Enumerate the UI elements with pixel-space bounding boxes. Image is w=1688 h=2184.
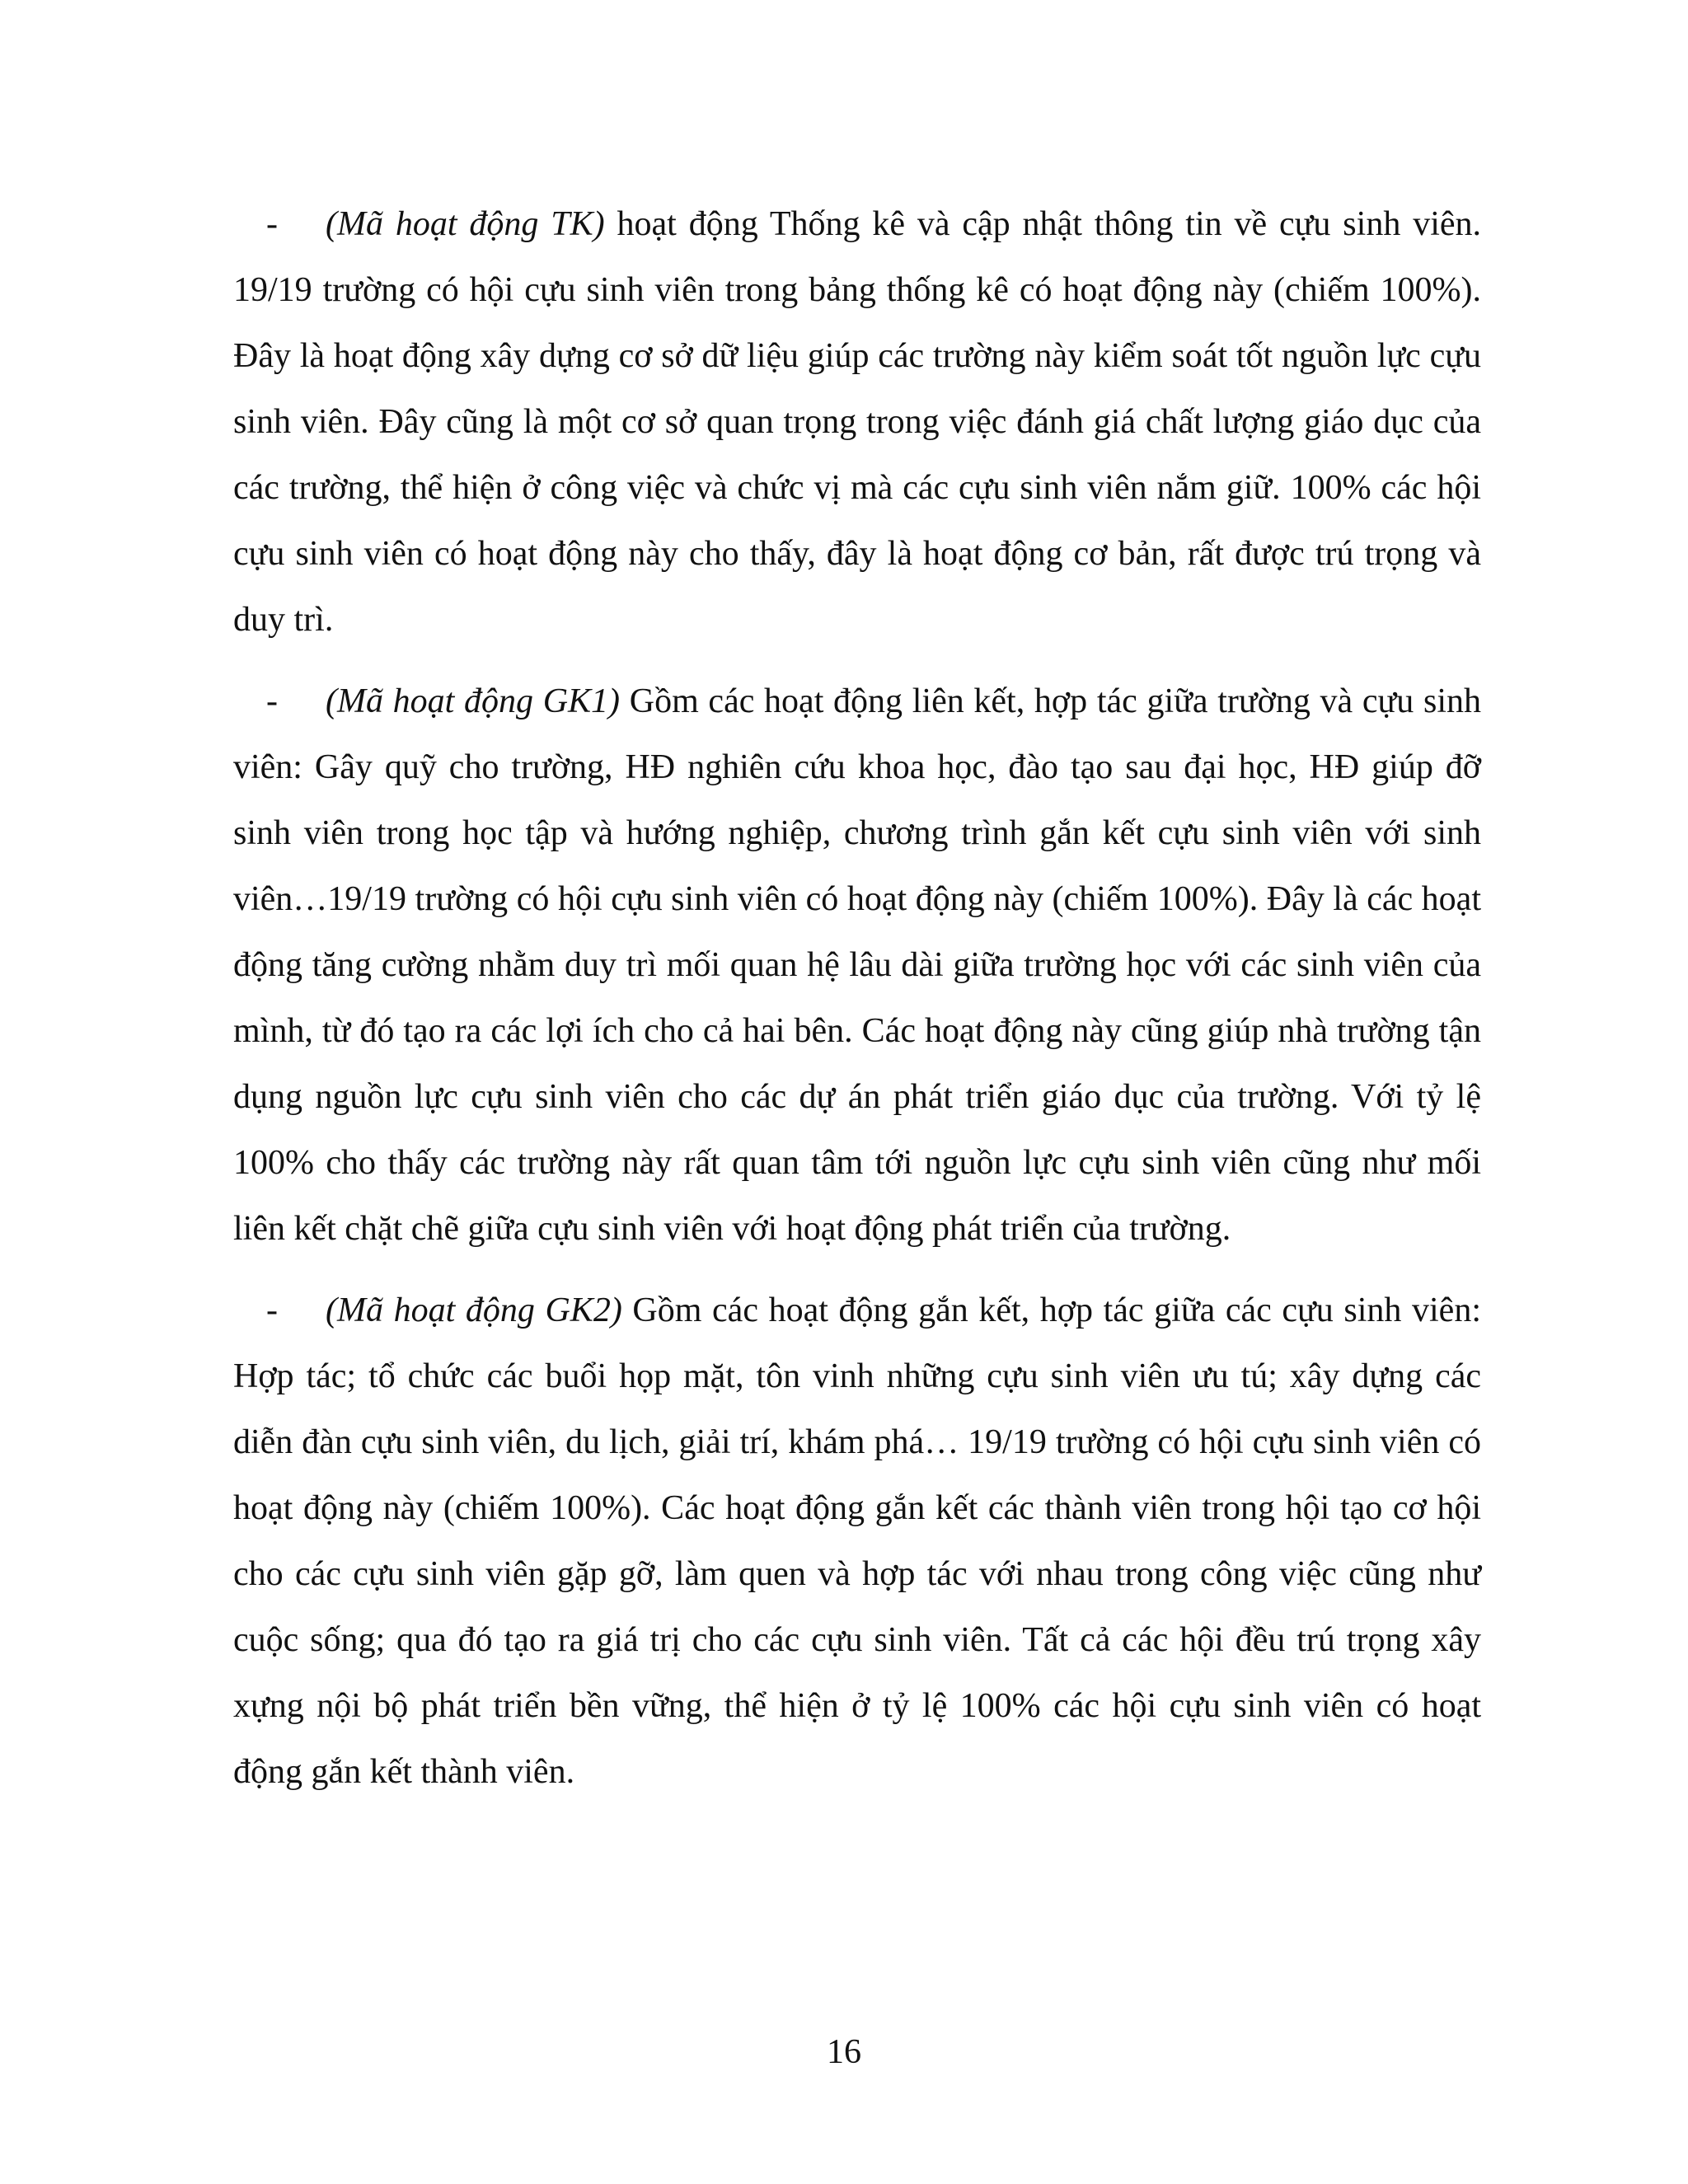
paragraph-gk2 (233, 1277, 1481, 1805)
paragraph-tk (233, 191, 1481, 653)
bullet-dash: - (266, 682, 278, 720)
paragraph-text: Gồm các hoạt động liên kết, hợp tác giữa trường và cựu sinh viên: Gây quỹ cho trường, HĐ nghiên cứu khoa học, đào tạo sau đại học, HĐ giúp đỡ sinh viên trong học tập và hướng nghiệp, chương trình gắn kết cựu sinh viên với sinh viên…19/19 trường có hội cựu sinh viên có hoạt động này (chiếm 100%). Đây là các hoạt động tăng cường nhằm duy trì mối quan hệ lâu dài giữa trường học với các sinh viên của mình, từ đó tạo ra các lợi ích cho cả hai bên. Các hoạt động này cũng giúp nhà trường tận dụng nguồn lực cựu sinh viên cho các dự án phát triển giáo dục của trường. Với tỷ lệ 100% cho thấy các trường này rất quan tâm tới nguồn lực cựu sinh viên cũng như mối liên kết chặt chẽ giữa cựu sinh viên với hoạt động phát triển của trường. (233, 682, 1481, 1248)
activity-code-gk1: (Mã hoạt động GK1) (326, 682, 621, 720)
paragraph-text: hoạt động Thống kê và cập nhật thông tin về cựu sinh viên. 19/19 trường có hội cựu sinh viên trong bảng thống kê có hoạt động này (chiếm 100%). Đây là hoạt động xây dựng cơ sở dữ liệu giúp các trường này kiểm soát tốt nguồn lực cựu sinh viên. Đây cũng là một cơ sở quan trọng trong việc đánh giá chất lượng giáo dục của các trường, thể hiện ở công việc và chức vị mà các cựu sinh viên nắm giữ. 100% các hội cựu sinh viên có hoạt động này cho thấy, đây là hoạt động cơ bản, rất được trú trọng và duy trì. (233, 205, 1482, 639)
activity-code-tk: (Mã hoạt động TK) (326, 205, 605, 243)
paragraph-text: Gồm các hoạt động gắn kết, hợp tác giữa các cựu sinh viên: Hợp tác; tổ chức các buổi họp mặt, tôn vinh những cựu sinh viên ưu tú; xây dựng các diễn đàn cựu sinh viên, du lịch, giải trí, khám phá… 19/19 trường có hội cựu sinh viên có hoạt động này (chiếm 100%). Các hoạt động gắn kết các thành viên trong hội tạo cơ hội cho các cựu sinh viên gặp gỡ, làm quen và hợp tác với nhau trong công việc cũng như cuộc sống; qua đó tạo ra giá trị cho các cựu sinh viên. Tất cả các hội đều trú trọng xây xựng nội bộ phát triển bền vững, thể hiện ở tỷ lệ 100% các hội cựu sinh viên có hoạt động gắn kết thành viên. (233, 1291, 1481, 1791)
body-text (233, 191, 1481, 1821)
bullet-dash: - (266, 1291, 278, 1329)
activity-code-gk2: (Mã hoạt động GK2) (326, 1291, 622, 1329)
bullet-dash: - (266, 205, 278, 243)
page-number: 16 (827, 2033, 861, 2071)
paragraph-gk1 (233, 668, 1481, 1262)
